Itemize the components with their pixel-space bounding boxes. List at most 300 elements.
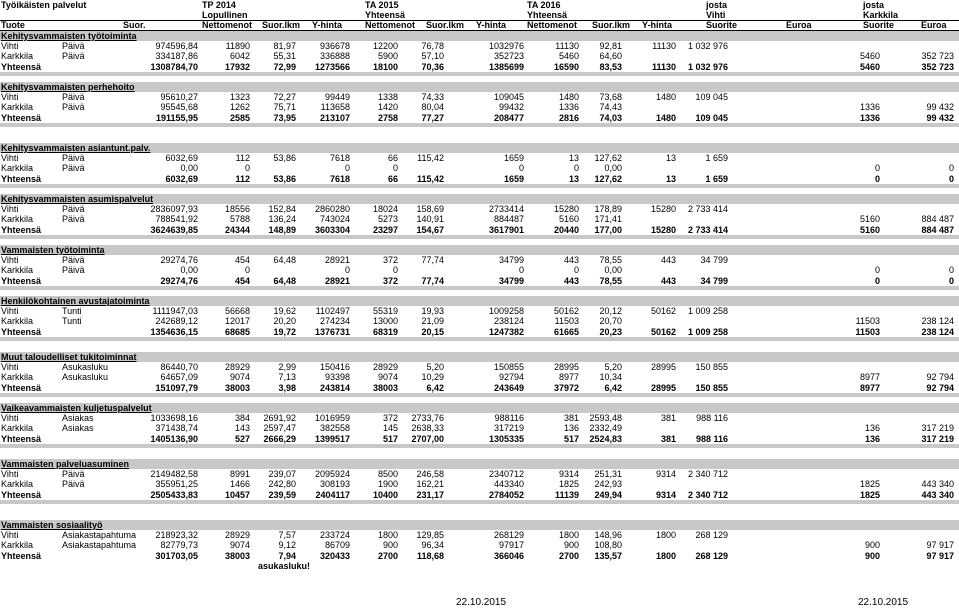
count-2014-cell: 6042 <box>229 51 250 62</box>
section-header <box>0 459 959 469</box>
net-2015-cell: 1399517 <box>314 433 350 444</box>
total-row <box>0 490 959 500</box>
count-2014-cell: 11890 <box>225 41 250 52</box>
count-2014-cell: 12017 <box>224 316 250 327</box>
unit-price-2015-cell: 77,74 <box>421 255 444 266</box>
vihti-euro-cell: 2 733 414 <box>687 204 728 215</box>
unit-cell <box>62 383 132 393</box>
count-2014-cell: 28929 <box>224 362 250 373</box>
karkkila-count-cell: 1336 <box>859 102 880 113</box>
karkkila-euro-cell: 884 487 <box>921 214 954 225</box>
data-row <box>0 153 959 163</box>
count-2014-cell: 0 <box>244 265 250 276</box>
unit-cell: Päivä <box>62 204 85 215</box>
karkkila-count-cell: 5460 <box>859 61 880 72</box>
vihti-count-cell: 9314 <box>655 489 676 500</box>
vihti-euro-cell: 1 009 258 <box>687 326 728 337</box>
column-header-1: Suor. <box>123 20 146 30</box>
unit-price-2016-cell: 2524,83 <box>589 433 622 444</box>
karkkila-euro-cell <box>882 530 954 540</box>
area-cell: Karkkila <box>1 423 34 434</box>
net-2015-cell: 0 <box>344 265 350 276</box>
karkkila-count-cell: 1825 <box>859 489 880 500</box>
karkkila-count-cell: 1336 <box>859 112 880 123</box>
section-gap <box>0 286 959 290</box>
unit-price-2014-cell: 2597,47 <box>263 423 296 434</box>
net-2014-cell: 29274,76 <box>160 255 198 266</box>
unit-cell: Päivä <box>62 92 85 103</box>
header-subtitle-1: Yhteensä <box>365 10 406 20</box>
vihti-euro-cell: 1 032 976 <box>687 41 728 52</box>
column-header-13: Suorite <box>863 20 895 30</box>
count-2016-cell: 1800 <box>558 530 579 541</box>
vihti-euro-cell: 2 733 414 <box>687 224 728 235</box>
vihti-euro-cell <box>678 51 728 61</box>
area-cell: Yhteensä <box>1 382 42 393</box>
unit-price-2016-cell: 148,96 <box>594 530 622 541</box>
unit-price-2014-cell: 152,84 <box>268 204 296 215</box>
net-2015-cell: 28921 <box>324 255 350 266</box>
vihti-euro-cell: 150 855 <box>695 362 728 373</box>
count-2015-cell: 145 <box>382 423 398 434</box>
unit-cell: Päivä <box>62 479 85 490</box>
unit-cell: Päivä <box>62 265 85 276</box>
section-gap <box>0 337 959 341</box>
area-cell: Vihti <box>1 306 19 317</box>
column-header-2: Nettomenot <box>202 20 252 30</box>
count-2015-cell: 28929 <box>372 362 398 373</box>
count-2014-cell: 1466 <box>229 479 250 490</box>
count-2016-cell: 517 <box>563 433 579 444</box>
vihti-count-cell: 381 <box>660 433 676 444</box>
net-2014-cell: 0,00 <box>180 163 198 174</box>
area-cell: Vihti <box>1 255 19 266</box>
data-row <box>0 413 959 423</box>
section-gap <box>0 235 959 239</box>
unit-price-2014-cell: 53,86 <box>273 173 296 184</box>
total-row <box>0 383 959 393</box>
karkkila-count-cell: 5160 <box>859 214 880 225</box>
vihti-euro-cell: 1 032 976 <box>687 61 728 72</box>
karkkila-count-cell: 900 <box>864 540 880 551</box>
column-header-0: Tuote <box>1 20 25 30</box>
total-row <box>0 225 959 235</box>
count-2014-cell: 454 <box>234 255 250 266</box>
unit-price-2016-cell: 20,12 <box>599 306 622 317</box>
count-2016-cell: 443 <box>563 275 579 286</box>
column-header-4: Y-hinta <box>312 20 343 30</box>
count-2016-cell: 1825 <box>558 479 579 490</box>
section-gap <box>0 123 959 127</box>
unit-price-2015-cell: 96,34 <box>421 540 444 551</box>
net-2014-cell: 371438,74 <box>155 423 198 434</box>
unit-cell: Päivä <box>62 102 85 113</box>
vihti-count-cell: 15280 <box>650 204 676 215</box>
net-2016-cell: 97917 <box>498 540 524 551</box>
net-2015-cell: 7618 <box>329 153 350 164</box>
unit-price-2014-cell: 19,72 <box>273 326 296 337</box>
unit-price-2016-cell: 0,00 <box>604 163 622 174</box>
unit-price-2015-cell: 57,10 <box>421 51 444 62</box>
total-row <box>0 551 959 561</box>
karkkila-euro-cell: 238 124 <box>921 316 954 327</box>
section-title: Muut taloudelliset tukitoiminnat <box>1 352 137 362</box>
count-2014-cell: 112 <box>235 173 250 184</box>
net-2016-cell: 884487 <box>493 214 524 225</box>
count-2014-cell: 38003 <box>224 550 250 561</box>
unit-price-2014-cell: 64,48 <box>273 275 296 286</box>
total-row <box>0 62 959 72</box>
unit-price-2014-cell: 239,07 <box>268 469 296 480</box>
count-2016-cell: 11503 <box>554 316 579 327</box>
count-2016-cell: 2816 <box>558 112 579 123</box>
count-2015-cell: 5273 <box>377 214 398 225</box>
unit-price-2014-cell <box>252 163 296 173</box>
data-row <box>0 214 959 224</box>
net-2016-cell: 1659 <box>503 153 524 164</box>
unit-price-2014-cell: 55,31 <box>273 51 296 62</box>
vihti-euro-cell: 1 659 <box>705 173 728 184</box>
count-2015-cell: 12200 <box>372 41 398 52</box>
unit-price-2015-cell: 246,58 <box>416 469 444 480</box>
unit-price-2014-cell: 75,71 <box>273 102 296 113</box>
total-row <box>0 327 959 337</box>
karkkila-euro-cell <box>882 306 954 316</box>
data-row <box>0 469 959 479</box>
unit-price-2014-cell: 242,80 <box>268 479 296 490</box>
column-header-10: Y-hinta <box>642 20 673 30</box>
net-2014-cell: 1111947,03 <box>152 306 198 317</box>
karkkila-euro-cell: 92 794 <box>926 382 954 393</box>
vihti-count-cell: 50162 <box>650 306 676 317</box>
karkkila-euro-cell: 317 219 <box>921 433 954 444</box>
unit-price-2014-cell: 53,86 <box>273 153 296 164</box>
net-2014-cell: 6032,69 <box>165 173 198 184</box>
count-2015-cell: 1800 <box>377 530 398 541</box>
count-2015-cell: 13000 <box>372 316 398 327</box>
section-header <box>0 403 959 413</box>
count-2015-cell: 10400 <box>372 489 398 500</box>
vihti-euro-cell: 268 129 <box>695 530 728 541</box>
karkkila-count-cell: 0 <box>874 173 880 184</box>
net-2015-cell: 2095924 <box>314 469 350 480</box>
karkkila-euro-cell <box>882 204 954 214</box>
net-2016-cell: 1305335 <box>488 433 524 444</box>
karkkila-count-cell: 5160 <box>859 224 880 235</box>
karkkila-euro-cell <box>882 255 954 265</box>
karkkila-euro-cell: 97 917 <box>926 540 954 551</box>
count-2016-cell: 50162 <box>553 306 579 317</box>
net-2014-cell: 2149482,58 <box>150 469 198 480</box>
count-2016-cell: 1336 <box>558 102 579 113</box>
net-2015-cell: 2404117 <box>315 489 350 500</box>
unit-price-2016-cell: 0,00 <box>604 265 622 276</box>
karkkila-count-cell <box>730 255 880 265</box>
count-2014-cell: 9074 <box>229 372 250 383</box>
unit-price-2014-cell: 20,20 <box>273 316 296 327</box>
unit-price-2014-cell: 72,27 <box>273 92 296 103</box>
section-title: Vaikeavammaisten kuljetuspalvelut <box>1 403 152 413</box>
area-cell: Karkkila <box>1 214 34 225</box>
net-2016-cell: 988116 <box>494 413 524 424</box>
data-row <box>0 530 959 540</box>
count-2014-cell: 9074 <box>229 540 250 551</box>
unit-price-2015-cell: 5,20 <box>426 362 444 373</box>
count-2015-cell: 372 <box>382 275 398 286</box>
header-subtitle-4: Karkkila <box>863 10 899 20</box>
data-row <box>0 51 959 61</box>
unit-price-2016-cell: 83,53 <box>599 61 622 72</box>
unit-cell: Asiakas <box>62 413 94 424</box>
unit-price-2015-cell: 19,93 <box>421 306 444 317</box>
data-row <box>0 92 959 102</box>
data-row <box>0 372 959 382</box>
unit-price-2015-cell: 76,78 <box>421 41 444 52</box>
vihti-euro-cell: 1 659 <box>705 153 728 164</box>
count-2014-cell: 112 <box>235 153 250 164</box>
karkkila-euro-cell: 0 <box>948 275 954 286</box>
net-2014-cell: 334187,86 <box>155 51 198 62</box>
section-title: Kehitysvammaisten perhehoito <box>1 82 135 92</box>
count-2015-cell: 0 <box>392 265 398 276</box>
unit-price-2015-cell: 6,42 <box>426 382 444 393</box>
vihti-euro-cell <box>678 316 728 326</box>
unit-cell: Tunti <box>62 316 82 327</box>
vihti-count-cell <box>624 540 676 550</box>
unit-price-2014-cell: 7,13 <box>278 372 296 383</box>
vihti-count-cell <box>624 51 676 61</box>
section-header <box>0 296 959 306</box>
net-2015-cell: 150416 <box>319 362 350 373</box>
print-date-left: 22.10.2015 <box>456 597 507 608</box>
unit-cell <box>62 434 132 444</box>
count-2016-cell: 8977 <box>558 372 579 383</box>
unit-cell: Asiakastapahtuma <box>62 540 137 551</box>
karkkila-euro-cell: 99 432 <box>926 102 954 113</box>
count-2016-cell: 900 <box>563 540 579 551</box>
net-2014-cell: 95545,68 <box>160 102 198 113</box>
net-2016-cell: 34799 <box>498 255 524 266</box>
vihti-count-cell: 13 <box>665 173 676 184</box>
print-date-right: 22.10.2015 <box>858 597 909 608</box>
count-2016-cell: 0 <box>573 163 579 174</box>
net-2015-cell: 28921 <box>324 275 350 286</box>
count-2015-cell: 68319 <box>372 326 398 337</box>
unit-price-2015-cell: 70,36 <box>421 61 444 72</box>
net-2015-cell: 243814 <box>319 382 350 393</box>
karkkila-euro-cell: 0 <box>948 163 954 174</box>
section-header <box>0 82 959 92</box>
data-row <box>0 423 959 433</box>
karkkila-count-cell <box>730 204 880 214</box>
net-2014-cell: 86440,70 <box>160 362 198 373</box>
area-cell: Karkkila <box>1 316 34 327</box>
count-2016-cell: 61665 <box>553 326 579 337</box>
vihti-euro-cell: 34 799 <box>700 255 728 266</box>
net-2016-cell: 0 <box>518 163 524 174</box>
area-cell: Karkkila <box>1 372 34 383</box>
unit-cell <box>62 276 132 286</box>
count-2016-cell: 0 <box>573 265 579 276</box>
unit-price-2016-cell: 178,89 <box>594 204 622 215</box>
count-2015-cell: 517 <box>382 433 398 444</box>
header-row-1 <box>0 0 959 10</box>
vihti-count-cell <box>624 102 676 112</box>
count-2016-cell: 16590 <box>553 61 579 72</box>
section-gap <box>0 500 959 504</box>
data-row <box>0 41 959 51</box>
data-row <box>0 163 959 173</box>
net-2014-cell: 218923,32 <box>155 530 198 541</box>
net-2015-cell: 7618 <box>329 173 350 184</box>
area-cell: Yhteensä <box>1 224 42 235</box>
unit-cell <box>62 174 132 184</box>
net-2014-cell: 3624639,85 <box>150 224 198 235</box>
column-header-3: Suor.lkm <box>262 20 301 30</box>
karkkila-euro-cell <box>882 92 954 102</box>
unit-price-2015-cell: 2707,00 <box>411 433 444 444</box>
count-2015-cell: 8500 <box>377 469 398 480</box>
karkkila-count-cell: 5460 <box>859 51 880 62</box>
unit-price-2015-cell <box>400 265 444 275</box>
vihti-count-cell: 1480 <box>655 112 676 123</box>
vihti-euro-cell: 2 340 712 <box>687 469 728 480</box>
header-subtitle-0: Lopullinen <box>202 10 248 20</box>
vihti-euro-cell: 2 340 712 <box>687 489 728 500</box>
area-cell: Vihti <box>1 469 19 480</box>
count-2014-cell: 5788 <box>229 214 250 225</box>
area-cell: Vihti <box>1 530 19 541</box>
net-2015-cell: 743024 <box>319 214 350 225</box>
count-2016-cell: 136 <box>563 423 579 434</box>
unit-cell <box>62 551 132 561</box>
vihti-count-cell: 381 <box>660 413 676 424</box>
vihti-euro-cell <box>678 265 728 275</box>
karkkila-euro-cell: 0 <box>948 173 954 184</box>
unit-price-2014-cell: 72,99 <box>273 61 296 72</box>
unit-price-2014-cell: 148,89 <box>268 224 296 235</box>
unit-price-2015-cell: 80,04 <box>421 102 444 113</box>
unit-price-2016-cell: 2593,48 <box>589 413 622 424</box>
count-2014-cell: 17932 <box>224 61 250 72</box>
unit-price-2016-cell: 251,31 <box>594 469 622 480</box>
unit-price-2015-cell: 77,74 <box>421 275 444 286</box>
count-2014-cell: 10457 <box>224 489 250 500</box>
unit-price-2014-cell: 2691,92 <box>263 413 296 424</box>
karkkila-count-cell <box>730 306 880 316</box>
vihti-count-cell: 11130 <box>651 61 676 72</box>
unit-cell <box>62 327 132 337</box>
vihti-euro-cell <box>678 214 728 224</box>
count-2014-cell: 384 <box>234 413 250 424</box>
vihti-count-cell: 1800 <box>655 530 676 541</box>
karkkila-count-cell <box>730 530 880 540</box>
net-2016-cell: 243649 <box>493 382 524 393</box>
count-2016-cell: 9314 <box>558 469 579 480</box>
karkkila-count-cell: 8977 <box>859 382 880 393</box>
unit-price-2015-cell: 2638,33 <box>411 423 444 434</box>
header-row-2 <box>0 10 959 20</box>
unit-price-2015-cell: 21,09 <box>421 316 444 327</box>
count-2014-cell: 1323 <box>229 92 250 103</box>
column-header-8: Nettomenot <box>527 20 577 30</box>
unit-cell: Tunti <box>62 306 82 317</box>
count-2016-cell: 1480 <box>558 92 579 103</box>
data-row <box>0 316 959 326</box>
unit-cell <box>62 113 132 123</box>
unit-cell: Päivä <box>62 214 85 225</box>
karkkila-euro-cell: 443 340 <box>921 479 954 490</box>
net-2014-cell: 6032,69 <box>165 153 198 164</box>
section-header <box>0 31 959 41</box>
vihti-euro-cell <box>678 479 728 489</box>
data-row <box>0 540 959 550</box>
unit-price-2016-cell: 73,68 <box>599 92 622 103</box>
area-cell: Karkkila <box>1 540 34 551</box>
unit-price-2016-cell: 6,42 <box>604 382 622 393</box>
unit-price-2016-cell: 127,62 <box>594 173 622 184</box>
vihti-count-cell: 11130 <box>652 41 676 52</box>
column-header-12: Euroa <box>786 20 812 30</box>
count-2016-cell: 28995 <box>553 362 579 373</box>
karkkila-euro-cell <box>882 153 954 163</box>
area-cell: Yhteensä <box>1 489 42 500</box>
unit-price-2014-cell: 7,94 <box>278 550 296 561</box>
karkkila-count-cell <box>730 41 880 51</box>
count-2015-cell: 2700 <box>377 550 398 561</box>
vihti-count-cell: 9314 <box>655 469 676 480</box>
header-subtitle-3: Vihti <box>706 10 726 20</box>
vihti-count-cell: 28995 <box>650 362 676 373</box>
net-2016-cell: 3617901 <box>488 224 524 235</box>
count-2014-cell: 0 <box>244 163 250 174</box>
unit-price-2016-cell: 5,20 <box>604 362 622 373</box>
net-2016-cell: 1247382 <box>488 326 524 337</box>
section-title: Kehitysvammaisten työtoiminta <box>1 31 137 41</box>
note-row <box>0 561 959 571</box>
count-2014-cell: 527 <box>234 433 250 444</box>
data-row <box>0 265 959 275</box>
unit-cell: Asiakas <box>62 423 94 434</box>
unit-price-2015-cell: 162,21 <box>416 479 444 490</box>
vihti-count-cell <box>624 163 676 173</box>
section-title: Kehitysvammaisten asumispalvelut <box>1 194 154 204</box>
count-2016-cell: 13 <box>568 173 579 184</box>
count-2015-cell: 372 <box>382 255 398 266</box>
vihti-euro-cell: 150 855 <box>695 382 728 393</box>
unit-price-2015-cell: 10,29 <box>421 372 444 383</box>
net-2016-cell: 150855 <box>493 362 524 373</box>
header-title-4: josta <box>706 0 728 10</box>
vihti-euro-cell: 1 009 258 <box>687 306 728 317</box>
net-2015-cell: 2860280 <box>314 204 350 215</box>
unit-price-2014-cell: 3,98 <box>278 382 296 393</box>
unit-cell: Päivä <box>62 255 85 266</box>
area-cell: Vihti <box>1 153 19 164</box>
vihti-euro-cell <box>678 540 728 550</box>
area-cell: Yhteensä <box>1 433 42 444</box>
section-gap <box>0 72 959 76</box>
vihti-count-cell: 443 <box>660 255 676 266</box>
unit-cell <box>62 490 132 500</box>
net-2015-cell: 93398 <box>324 372 350 383</box>
net-2016-cell: 238124 <box>493 316 524 327</box>
area-cell: Vihti <box>1 92 19 103</box>
unit-cell: Päivä <box>62 51 85 62</box>
net-2016-cell: 352723 <box>493 51 524 62</box>
unit-price-2014-cell: 9,12 <box>278 540 296 551</box>
vihti-count-cell: 15280 <box>650 224 676 235</box>
